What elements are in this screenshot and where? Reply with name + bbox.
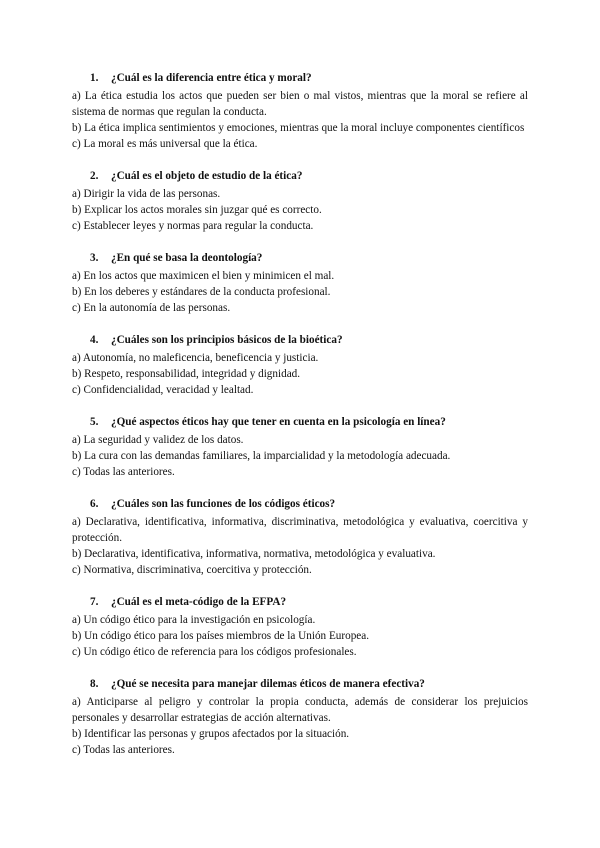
answer-option: b) La cura con las demandas familiares, la imparcialidad y la metodología adecuada. — [72, 450, 451, 462]
answer-options — [72, 514, 528, 578]
answer-option: c) Confidencialidad, veracidad y lealtad. — [72, 384, 254, 396]
question-title — [72, 70, 528, 86]
question-block — [72, 250, 528, 316]
question-text: ¿Cuál es el objeto de estudio de la ética? — [111, 170, 303, 182]
answer-option: c) Un código ético de referencia para los códigos profesionales. — [72, 646, 357, 658]
question-number: 2. — [90, 170, 99, 182]
question-number: 6. — [90, 498, 99, 510]
answer-option: a) Anticiparse al peligro y controlar la propia conducta, además de considerar los prejuicios personales y desarrollar estrategias de acción alternativas. — [72, 696, 528, 724]
question-title — [72, 594, 528, 610]
question-title — [72, 496, 528, 512]
answer-option: c) La moral es más universal que la ética. — [72, 138, 258, 150]
answer-option: b) Declarativa, identificativa, informativa, normativa, metodológica y evaluativa. — [72, 548, 436, 560]
question-block — [72, 496, 528, 578]
answer-options — [72, 186, 528, 234]
answer-option: a) Declarativa, identificativa, informativa, discriminativa, metodológica y evaluativa, coercitiva y protección. — [72, 516, 528, 544]
question-block — [72, 414, 528, 480]
question-number: 7. — [90, 596, 99, 608]
answer-options — [72, 268, 528, 316]
answer-options — [72, 612, 528, 660]
answer-option: b) Respeto, responsabilidad, integridad y dignidad. — [72, 368, 301, 380]
answer-option: a) En los actos que maximicen el bien y minimicen el mal. — [72, 270, 335, 282]
answer-option: b) Explicar los actos morales sin juzgar qué es correcto. — [72, 204, 322, 216]
question-text: ¿Cuál es la diferencia entre ética y moral? — [111, 72, 312, 84]
question-number: 8. — [90, 678, 99, 690]
question-number: 3. — [90, 252, 99, 264]
question-title — [72, 250, 528, 266]
question-block — [72, 594, 528, 660]
question-title — [72, 676, 528, 692]
question-number: 1. — [90, 72, 99, 84]
question-text: ¿En qué se basa la deontología? — [111, 252, 263, 264]
answer-option: b) Identificar las personas y grupos afectados por la situación. — [72, 728, 350, 740]
question-block — [72, 332, 528, 398]
answer-options — [72, 88, 528, 152]
answer-option: c) Establecer leyes y normas para regular la conducta. — [72, 220, 314, 232]
question-number: 5. — [90, 416, 99, 428]
answer-option: c) En la autonomía de las personas. — [72, 302, 231, 314]
question-text: ¿Cuáles son los principios básicos de la bioética? — [111, 334, 343, 346]
answer-option: a) Dirigir la vida de las personas. — [72, 188, 221, 200]
question-text: ¿Cuáles son las funciones de los códigos éticos? — [111, 498, 336, 510]
question-block — [72, 676, 528, 758]
answer-options — [72, 432, 528, 480]
question-title — [72, 414, 528, 430]
answer-option: c) Todas las anteriores. — [72, 744, 175, 756]
question-text: ¿Cuál es el meta-código de la EFPA? — [111, 596, 287, 608]
question-title — [72, 168, 528, 184]
answer-option: b) Un código ético para los países miembros de la Unión Europea. — [72, 630, 370, 642]
answer-option: c) Todas las anteriores. — [72, 466, 175, 478]
question-block — [72, 70, 528, 152]
answer-options — [72, 350, 528, 398]
question-text: ¿Qué aspectos éticos hay que tener en cuenta en la psicología en línea? — [111, 416, 446, 428]
question-number: 4. — [90, 334, 99, 346]
answer-option: c) Normativa, discriminativa, coercitiva y protección. — [72, 564, 312, 576]
answer-options — [72, 694, 528, 758]
question-block — [72, 168, 528, 234]
answer-option: b) La ética implica sentimientos y emociones, mientras que la moral incluye componentes científicos — [72, 122, 525, 134]
answer-option: a) Un código ético para la investigación en psicología. — [72, 614, 316, 626]
answer-option: a) La seguridad y validez de los datos. — [72, 434, 244, 446]
answer-option: a) La ética estudia los actos que pueden ser bien o mal vistos, mientras que la moral se refiere al sistema de normas que regulan la conducta. — [72, 90, 528, 118]
question-title — [72, 332, 528, 348]
question-text: ¿Qué se necesita para manejar dilemas éticos de manera efectiva? — [111, 678, 425, 690]
answer-option: b) En los deberes y estándares de la conducta profesional. — [72, 286, 331, 298]
answer-option: a) Autonomía, no maleficencia, beneficencia y justicia. — [72, 352, 319, 364]
